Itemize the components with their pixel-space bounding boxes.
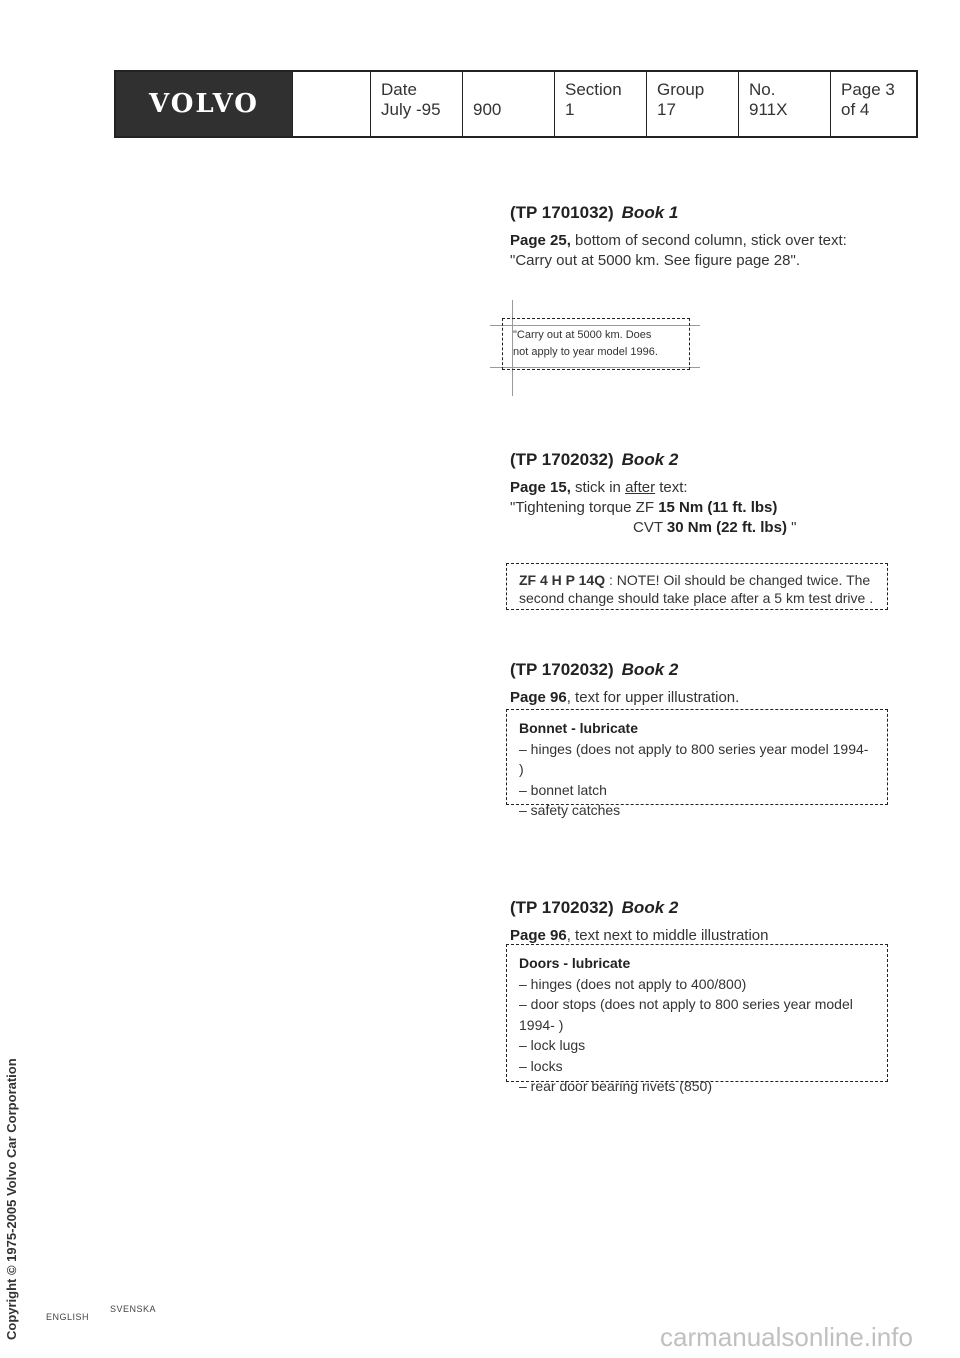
sticker-box-1 xyxy=(502,318,690,370)
list-item: – safety catches xyxy=(519,802,621,818)
header-group-cell xyxy=(646,72,738,136)
list-item: – rear door bearing rivets (850) xyxy=(519,1078,712,1094)
box-title: Bonnet - lubricate xyxy=(519,720,639,736)
sticker-box-2 xyxy=(506,563,888,610)
header-date-cell xyxy=(370,72,462,136)
entry-instruction xyxy=(510,231,910,271)
section-value: 1 xyxy=(565,100,575,119)
tp-number: (TP 1702032) xyxy=(510,898,614,917)
group-label: Group xyxy=(657,80,705,99)
torque-zf-value: 15 Nm (11 ft. lbs) xyxy=(658,499,778,516)
entry-reference xyxy=(510,660,910,680)
tp-number: (TP 1701032) xyxy=(510,203,614,222)
torque-cvt-label: CVT xyxy=(633,519,663,536)
sticker-box-3 xyxy=(506,709,888,818)
site-watermark: carmanualsonline.info xyxy=(660,1322,913,1352)
document-header xyxy=(114,70,918,138)
header-section-cell xyxy=(554,72,646,136)
instruction-text: , text next to middle illustration xyxy=(566,927,769,944)
page-label: Page 3 xyxy=(841,80,895,99)
entry-reference xyxy=(510,203,910,223)
header-page-cell xyxy=(830,72,916,136)
group-value: 17 xyxy=(657,100,676,119)
book-label: Book 2 xyxy=(621,660,679,679)
header-model-cell xyxy=(462,72,554,136)
list-item: – lock lugs xyxy=(519,1037,586,1053)
volvo-logo: VOLVO xyxy=(116,72,292,136)
section-label: Section xyxy=(565,80,622,99)
date-value: July -95 xyxy=(381,100,441,119)
page-ref: Page 15, xyxy=(510,479,571,496)
sticker-line: : NOTE! Oil should be changed twice. The xyxy=(609,572,871,588)
page-ref: Page 96 xyxy=(510,689,567,706)
tp-number: (TP 1702032) xyxy=(510,660,614,679)
entry-reference xyxy=(510,450,910,470)
list-item: – hinges (does not apply to 400/800) xyxy=(519,975,747,992)
sticker-line: second change should take place after a 5 km test drive . xyxy=(519,590,874,606)
sticker-box-4 xyxy=(506,944,888,1094)
entry-book2-page96-middle xyxy=(510,898,910,946)
instruction-text: , text for upper illustration. xyxy=(566,689,740,706)
instruction-text: bottom of second column, stick over text: xyxy=(575,232,847,249)
language-english: ENGLISH xyxy=(46,1312,90,1322)
sticker-line: not apply to year model 1996. xyxy=(513,346,658,358)
number-label: No. xyxy=(749,80,776,99)
book-label: Book 1 xyxy=(621,203,679,222)
entry-book1-page25 xyxy=(510,203,910,271)
list-item: – bonnet latch xyxy=(519,781,607,798)
instruction-text-post: text: xyxy=(659,479,688,496)
book-label: Book 2 xyxy=(621,450,679,469)
list-item: – locks xyxy=(519,1057,563,1074)
entry-book2-page15 xyxy=(510,450,910,538)
box-title: Doors - lubricate xyxy=(519,955,631,971)
instruction-quote: "Carry out at 5000 km. See figure page 28". xyxy=(510,252,800,269)
torque-text: "Tightening torque ZF xyxy=(510,499,655,516)
list-item: – hinges (does not apply to 800 series year model 1994- ) xyxy=(519,740,869,777)
sticker-line: "Carry out at 5000 km. Does xyxy=(513,329,652,341)
header-blank-cell xyxy=(292,72,370,136)
copyright-notice: Copyright © 1975-2005 Volvo Car Corporation xyxy=(4,1058,19,1340)
torque-quote-end: " xyxy=(791,519,797,536)
date-label: Date xyxy=(381,80,417,99)
entry-book2-page96-upper xyxy=(510,660,910,708)
page-ref: Page 25, xyxy=(510,232,571,249)
page-ref: Page 96 xyxy=(510,927,567,944)
tp-number: (TP 1702032) xyxy=(510,450,614,469)
torque-cvt-value: 30 Nm (22 ft. lbs) xyxy=(666,519,787,536)
entry-instruction xyxy=(510,478,910,538)
language-svenska: SVENSKA xyxy=(110,1304,157,1314)
page-value: of 4 xyxy=(841,100,870,119)
entry-instruction xyxy=(510,926,910,946)
list-item: – door stops (does not apply to 800 series year model 1994- ) xyxy=(519,996,853,1033)
instruction-text-underlined: after xyxy=(625,479,656,496)
entry-reference xyxy=(510,898,910,918)
book-label: Book 2 xyxy=(621,898,679,917)
header-number-cell xyxy=(738,72,830,136)
model-value: 900 xyxy=(473,100,502,119)
number-value: 911X xyxy=(749,100,788,119)
gearbox-model: ZF 4 H P 14Q xyxy=(519,572,606,588)
entry-instruction xyxy=(510,688,910,708)
instruction-text-pre: stick in xyxy=(575,479,621,496)
